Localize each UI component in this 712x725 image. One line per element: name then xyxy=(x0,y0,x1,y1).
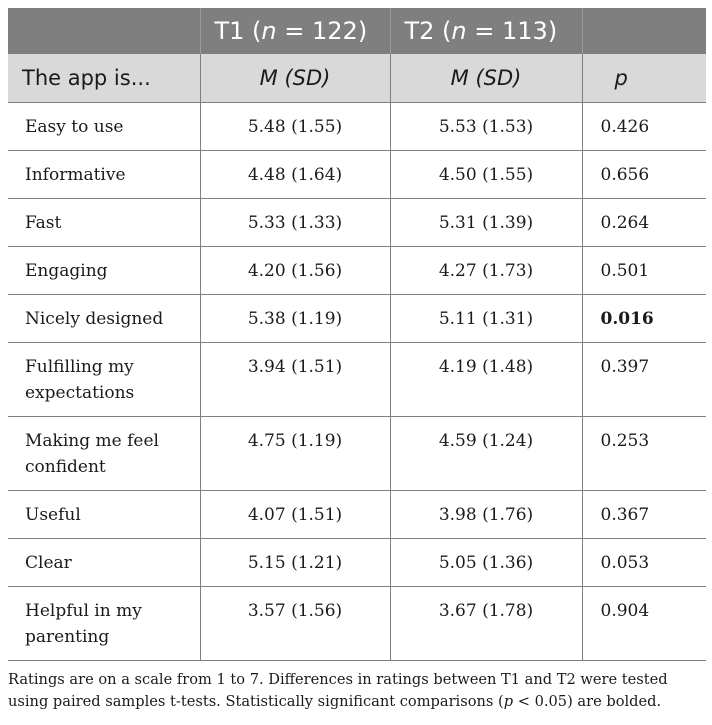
row-label: Making me feel confident xyxy=(8,417,200,491)
row-t1-value: 5.15 (1.21) xyxy=(200,539,390,587)
row-label: Helpful in my parenting xyxy=(8,587,200,661)
table-footnote: Ratings are on a scale from 1 to 7. Differences in ratings between T1 and T2 were tested using paired samples t-tests. Statistically significant comparisons (p < 0.05) are bolded. xyxy=(8,671,668,710)
row-p-value-significant: 0.016 xyxy=(582,295,706,343)
table-row xyxy=(8,151,706,199)
row-label: Clear xyxy=(8,539,200,587)
row-t1-value: 3.94 (1.51) xyxy=(200,343,390,417)
table-row xyxy=(8,103,706,151)
header-t2: T2 (n = 113) xyxy=(390,8,582,54)
column-header-t1-stat: M (SD) xyxy=(200,54,390,103)
table-row xyxy=(8,343,706,417)
header-t1: T1 (n = 122) xyxy=(200,8,390,54)
row-t2-value: 5.05 (1.36) xyxy=(390,539,582,587)
header-blank xyxy=(8,8,200,54)
ratings-table xyxy=(8,8,706,661)
row-t2-value: 5.11 (1.31) xyxy=(390,295,582,343)
row-t2-value: 4.50 (1.55) xyxy=(390,151,582,199)
row-label: Fulfilling my expectations xyxy=(8,343,200,417)
row-t1-value: 4.75 (1.19) xyxy=(200,417,390,491)
table-row xyxy=(8,587,706,661)
row-p-value: 0.253 xyxy=(582,417,706,491)
row-t2-value: 4.27 (1.73) xyxy=(390,247,582,295)
column-header-row xyxy=(8,54,706,103)
row-t1-value: 4.48 (1.64) xyxy=(200,151,390,199)
row-t1-value: 3.57 (1.56) xyxy=(200,587,390,661)
column-header-label: The app is... xyxy=(8,54,200,103)
row-t1-value: 4.20 (1.56) xyxy=(200,247,390,295)
header-p-blank xyxy=(582,8,706,54)
table-row xyxy=(8,491,706,539)
row-t2-value: 4.59 (1.24) xyxy=(390,417,582,491)
row-p-value: 0.501 xyxy=(582,247,706,295)
group-header-row xyxy=(8,8,706,54)
row-t2-value: 3.67 (1.78) xyxy=(390,587,582,661)
row-t1-value: 4.07 (1.51) xyxy=(200,491,390,539)
row-label: Engaging xyxy=(8,247,200,295)
row-t1-value: 5.48 (1.55) xyxy=(200,103,390,151)
row-p-value: 0.264 xyxy=(582,199,706,247)
row-p-value: 0.397 xyxy=(582,343,706,417)
row-t2-value: 5.31 (1.39) xyxy=(390,199,582,247)
row-label: Informative xyxy=(8,151,200,199)
row-p-value: 0.053 xyxy=(582,539,706,587)
table-row xyxy=(8,417,706,491)
row-label: Fast xyxy=(8,199,200,247)
row-p-value: 0.426 xyxy=(582,103,706,151)
row-t2-value: 5.53 (1.53) xyxy=(390,103,582,151)
row-label: Nicely designed xyxy=(8,295,200,343)
table-row xyxy=(8,539,706,587)
table-row xyxy=(8,247,706,295)
column-header-p: p xyxy=(582,54,706,103)
row-t2-value: 3.98 (1.76) xyxy=(390,491,582,539)
row-p-value: 0.904 xyxy=(582,587,706,661)
row-p-value: 0.367 xyxy=(582,491,706,539)
row-label: Easy to use xyxy=(8,103,200,151)
row-t2-value: 4.19 (1.48) xyxy=(390,343,582,417)
row-t1-value: 5.38 (1.19) xyxy=(200,295,390,343)
row-label: Useful xyxy=(8,491,200,539)
row-t1-value: 5.33 (1.33) xyxy=(200,199,390,247)
table-row xyxy=(8,295,706,343)
table-row xyxy=(8,199,706,247)
row-p-value: 0.656 xyxy=(582,151,706,199)
column-header-t2-stat: M (SD) xyxy=(390,54,582,103)
